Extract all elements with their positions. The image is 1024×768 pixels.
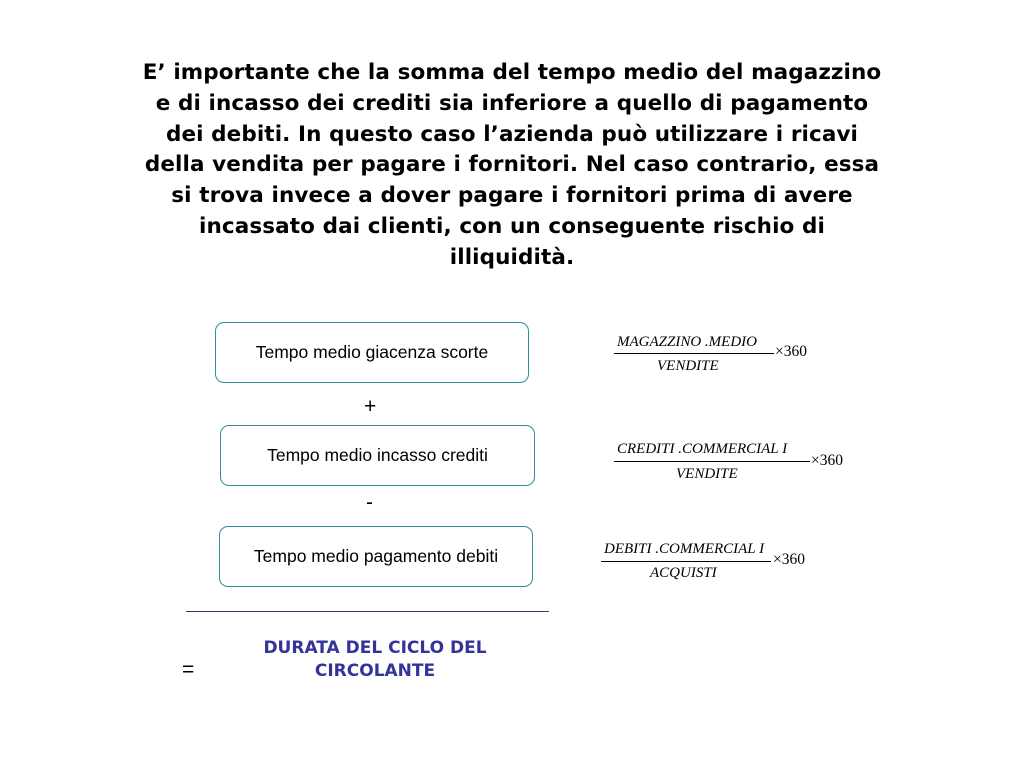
formula-giacenza-scorte (614, 334, 834, 378)
intro-line: illiquidità. (449, 244, 575, 270)
formula-multiplier: ×360 (775, 343, 807, 360)
formula-numerator: CREDITI .COMMERCIAL I (617, 441, 788, 457)
formula-numerator: MAGAZZINO .MEDIO (617, 334, 757, 350)
step-box-incasso-crediti (220, 425, 535, 486)
intro-paragraph (60, 58, 964, 274)
intro-line: incassato dai clienti, con un conseguente rischio di (199, 213, 825, 239)
intro-line: E’ importante che la somma del tempo medio del magazzino (142, 60, 882, 85)
equals-operator: = (182, 658, 195, 681)
sum-rule-line (186, 611, 549, 612)
formula-numerator: DEBITI .COMMERCIAL I (604, 541, 765, 557)
step-label: Tempo medio giacenza scorte (255, 342, 489, 362)
step-box-pagamento-debiti (219, 526, 533, 587)
plus-operator: + (364, 395, 377, 418)
result-line: CIRCOLANTE (314, 661, 436, 681)
result-label (218, 637, 532, 683)
formula-denominator: ACQUISTI (650, 565, 717, 581)
intro-line: della vendita per pagare i fornitori. Nel caso contrario, essa (144, 152, 880, 178)
formula-incasso-crediti (614, 441, 864, 485)
fraction-bar (614, 461, 810, 462)
intro-line: si trova invece a dover pagare i fornitori prima di avere (171, 183, 853, 209)
fraction-bar (614, 353, 774, 354)
step-box-giacenza-scorte (215, 322, 529, 383)
formula-denominator: VENDITE (657, 358, 719, 374)
intro-line: e di incasso dei crediti sia inferiore a quello di pagamento (155, 90, 869, 116)
formula-multiplier: ×360 (811, 452, 843, 469)
formula-denominator: VENDITE (676, 466, 738, 482)
intro-line: dei debiti. In questo caso l’azienda può utilizzare i ricavi (165, 121, 859, 147)
formula-pagamento-debiti (601, 541, 841, 585)
step-label: Tempo medio incasso crediti (267, 445, 488, 465)
result-line: DURATA DEL CICLO DEL (263, 638, 487, 658)
formula-multiplier: ×360 (773, 551, 805, 568)
minus-operator: - (366, 491, 373, 514)
fraction-bar (601, 561, 771, 562)
step-label: Tempo medio pagamento debiti (253, 546, 499, 566)
